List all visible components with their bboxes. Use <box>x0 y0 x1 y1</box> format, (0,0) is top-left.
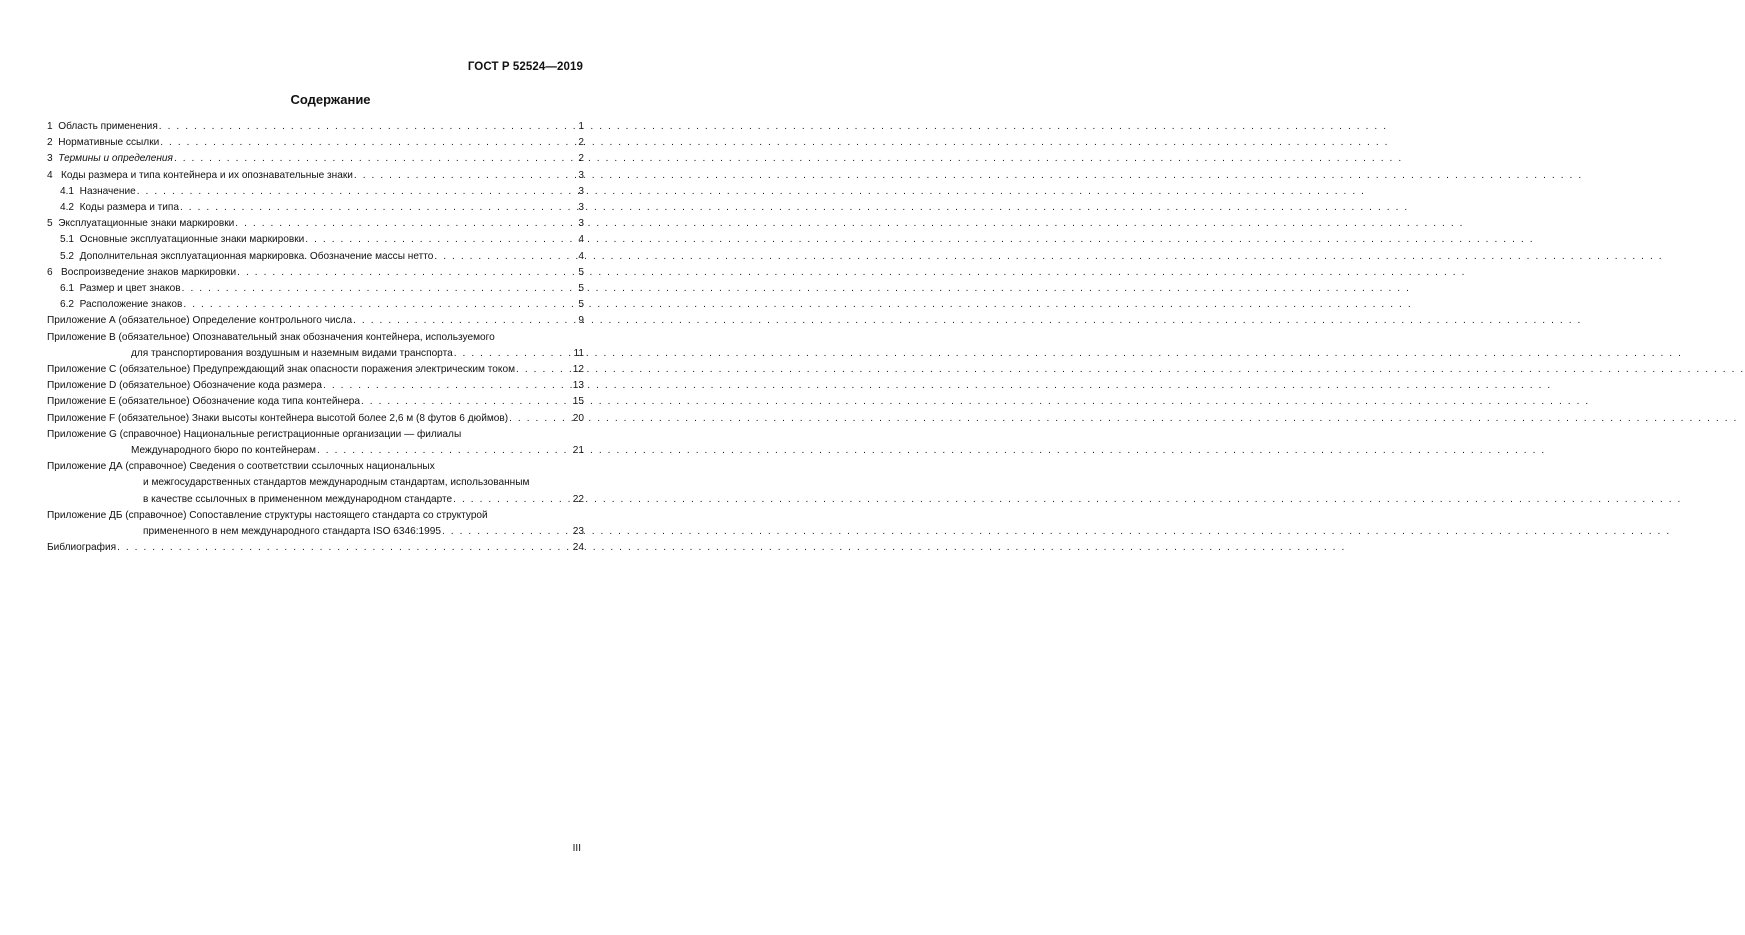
page-title: Содержание <box>290 92 371 107</box>
page-number: III <box>572 843 581 854</box>
leader-dots <box>237 265 577 281</box>
toc-appendix-da[interactable]: Приложение ДА (справочное) Сведения о соответствии ссылочных национальных и межгосударственных стандартов международным стандартам, использованным в качестве ссылочных в примененном международном стандарте . . . 22 <box>47 459 584 508</box>
toc-appendix-db[interactable]: Приложение ДБ (справочное) Сопоставление структуры настоящего стандарта со структурой примененного в нем международного стандарта ISO 6346:1995 . . . 23 <box>47 508 584 540</box>
page-ref: 5 <box>578 283 584 295</box>
leader-dots <box>434 249 577 265</box>
page-ref: 20 <box>572 412 584 424</box>
toc-entry-3[interactable]: 3 Термины и определения . . . 2 <box>47 151 584 167</box>
toc-appendix-a[interactable]: Приложение А (обязательное) Определение контрольного числа . . . 9 <box>47 313 584 329</box>
page-ref: 23 <box>572 526 584 538</box>
leader-dots <box>453 492 572 508</box>
table-of-contents <box>47 119 584 556</box>
toc-appendix-b[interactable]: Приложение В (обязательное) Опознавательный знак обозначения контейнера, используемого для транспортирования воздушным и наземным видами транспорта . . . 11 <box>47 330 584 362</box>
toc-entry-6-1[interactable]: 6.1 Размер и цвет знаков . . . 5 <box>47 281 584 297</box>
page-ref: 13 <box>572 380 584 392</box>
toc-entry-6-2[interactable]: 6.2 Расположение знаков . . . 5 <box>47 297 584 313</box>
page-ref: 9 <box>578 315 584 327</box>
leader-dots <box>353 313 577 329</box>
toc-appendix-e[interactable]: Приложение Е (обязательное) Обозначение кода типа контейнера . . . 15 <box>47 394 584 410</box>
toc-entry-4-1[interactable]: 4.1 Назначение . . . 3 <box>47 184 584 200</box>
page-ref: 12 <box>572 364 584 376</box>
toc-appendix-d[interactable]: Приложение D (обязательное) Обозначение кода размера . . . 13 <box>47 378 584 394</box>
page-ref: 3 <box>578 185 584 197</box>
toc-entry-5-2[interactable]: 5.2 Дополнительная эксплуатационная маркировка. Обозначение массы нетто . . . 4 <box>47 249 584 265</box>
toc-entry-4-2[interactable]: 4.2 Коды размера и типа . . . 3 <box>47 200 584 216</box>
leader-dots <box>442 524 572 540</box>
leader-dots <box>516 362 572 378</box>
toc-entry-2[interactable]: 2 Нормативные ссылки . . . 2 <box>47 135 584 151</box>
toc-appendix-f[interactable]: Приложение F (обязательное) Знаки высоты контейнера высотой более 2,6 м (8 футов 6 дюймов) . . . 20 <box>47 411 584 427</box>
page-ref: 5 <box>578 299 584 311</box>
toc-entry-5[interactable]: 5 Эксплуатационные знаки маркировки . . . 3 <box>47 216 584 232</box>
page-ref: 11 <box>573 347 584 359</box>
toc-entry-1[interactable]: 1 Область применения . . . 1 <box>47 119 584 135</box>
toc-appendix-g[interactable]: Приложение G (справочное) Национальные регистрационные организации — филиалы Международного бюро по контейнерам . . . 21 <box>47 427 584 459</box>
toc-bibliography[interactable]: Библиография . . . 24 <box>47 540 584 556</box>
page-ref: 2 <box>578 153 584 165</box>
leader-dots <box>183 297 577 313</box>
leader-dots <box>509 411 572 427</box>
leader-dots <box>305 232 577 248</box>
document-header: ГОСТ Р 52524—2019 <box>467 61 583 73</box>
leader-dots <box>235 216 577 232</box>
page-ref: 15 <box>572 396 584 408</box>
leader-dots <box>159 119 578 135</box>
leader-dots <box>317 443 572 459</box>
toc-appendix-c[interactable]: Приложение С (обязательное) Предупреждающий знак опасности поражения электрическим током . . . 12 <box>47 362 584 378</box>
leader-dots <box>354 168 577 184</box>
toc-entry-5-1[interactable]: 5.1 Основные эксплуатационные знаки маркировки . . . 4 <box>47 232 584 248</box>
leader-dots <box>361 394 572 410</box>
leader-dots <box>180 200 577 216</box>
page-ref: 2 <box>578 137 584 149</box>
leader-dots <box>182 281 578 297</box>
page-ref: 21 <box>572 445 584 457</box>
page-ref: 24 <box>572 542 584 554</box>
leader-dots <box>323 378 572 394</box>
leader-dots <box>137 184 578 200</box>
page-ref: 3 <box>578 218 584 230</box>
leader-dots <box>454 346 573 362</box>
toc-entry-4[interactable]: 4 Коды размера и типа контейнера и их опознавательные знаки . . . 3 <box>47 168 584 184</box>
page-ref: 22 <box>572 493 584 505</box>
page-ref: 1 <box>578 121 584 132</box>
page-ref: 4 <box>578 250 584 262</box>
page-ref: 3 <box>578 202 584 214</box>
toc-entry-6[interactable]: 6 Воспроизведение знаков маркировки . . . 5 <box>47 265 584 281</box>
leader-dots <box>117 540 572 556</box>
page-ref: 4 <box>578 234 584 246</box>
page-ref: 5 <box>578 266 584 278</box>
leader-dots <box>174 151 577 167</box>
page-ref: 3 <box>578 169 584 181</box>
leader-dots <box>160 135 577 151</box>
